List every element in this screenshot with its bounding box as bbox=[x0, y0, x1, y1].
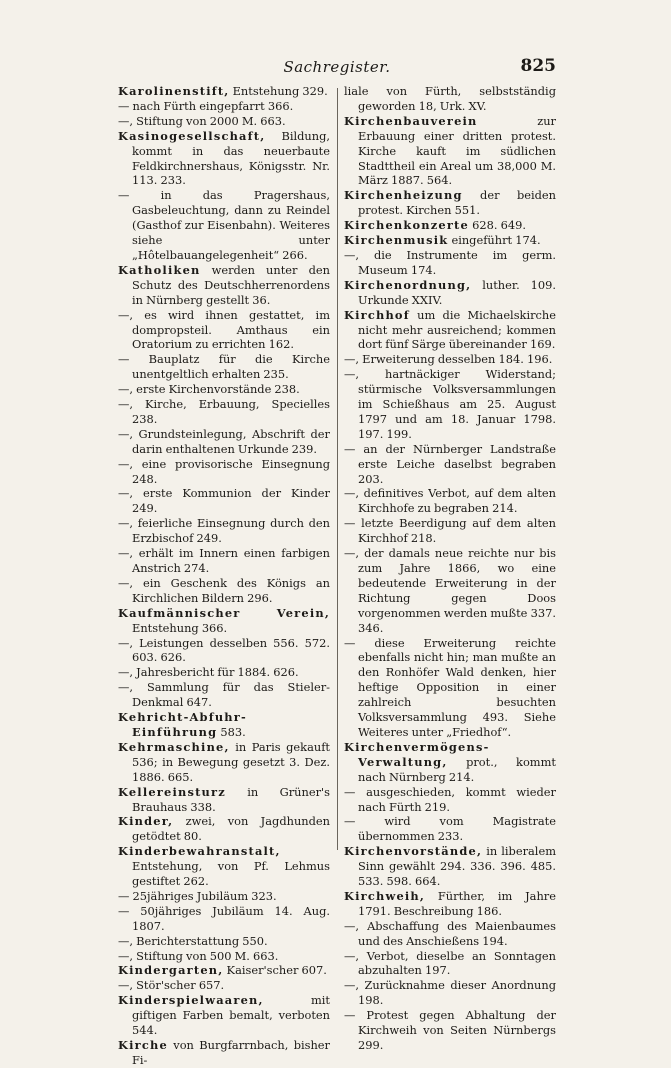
entry-text: —, Stiftung von 500 M. 663. bbox=[118, 948, 279, 963]
entry-text: eingeführt 174. bbox=[448, 233, 541, 248]
entry-text: in Paris gekauft 536; in Bewegung gesetzt 3. Dez. 1886. 665. bbox=[132, 739, 330, 784]
entry-text: — ausgeschieden, kommt wieder nach Fürth 219. bbox=[344, 784, 556, 814]
index-entry bbox=[118, 680, 330, 710]
entry-text: — Protest gegen Abhaltung der Kirchweih von Seiten Nürnbergs 299. bbox=[344, 1008, 556, 1052]
entry-text: — diese Erweiterung reichte ebenfalls nicht hin; man mußte an den Ronhöfer Wald denken, hier heftige Opposition in einer zahlreich besuchten Volksversammlung 493. Siehe Weiteres unter „Friedhof“. bbox=[344, 635, 556, 739]
entry-text: —, es wird ihnen gestattet, im dompropsteil. Amthaus ein Oratorium zu errichten 162. bbox=[118, 307, 330, 352]
index-entry bbox=[118, 352, 330, 382]
index-entry bbox=[118, 710, 330, 740]
column-divider bbox=[337, 88, 338, 850]
entry-keyword: Kirchhof bbox=[344, 307, 410, 322]
entry-text: der beiden protest. Kirchen 551. bbox=[358, 188, 556, 218]
index-entry bbox=[118, 978, 330, 993]
index-entry bbox=[344, 636, 556, 740]
left-column bbox=[118, 84, 330, 1068]
entry-text: — nach Fürth eingepfarrt 366. bbox=[118, 98, 294, 113]
index-entry bbox=[118, 308, 330, 353]
index-entry bbox=[118, 740, 330, 785]
entry-text: —, eine provisorische Einsegnung 248. bbox=[118, 456, 330, 486]
entry-keyword: Kehricht-Abfuhr-Einführung bbox=[118, 710, 247, 739]
index-entry bbox=[344, 740, 556, 785]
entry-text: in Grüner's Brauhaus 338. bbox=[132, 784, 330, 814]
entry-keyword: Kirchenkonzerte bbox=[344, 218, 469, 233]
entry-text: — 25jähriges Jubiläum 323. bbox=[118, 888, 277, 903]
index-entry bbox=[118, 129, 330, 189]
index-entry bbox=[118, 263, 330, 308]
entry-text: —, Grundsteinlegung, Abschrift der darin enthaltenen Urkunde 239. bbox=[118, 426, 330, 456]
entry-text: werden unter den Schutz des Deutschherrenordens in Nürnberg gestellt 36. bbox=[132, 262, 330, 307]
entry-text: —, Stiftung von 2000 M. 663. bbox=[118, 113, 286, 128]
index-entry bbox=[118, 576, 330, 606]
index-entry bbox=[118, 904, 330, 934]
entry-keyword: Kindergarten, bbox=[118, 963, 224, 978]
entry-text: —, Zurücknahme dieser Anordnung 198. bbox=[344, 978, 556, 1008]
index-entry bbox=[344, 218, 556, 233]
entry-keyword: Kirchenvorstände, bbox=[344, 844, 483, 859]
index-entry bbox=[118, 457, 330, 487]
entry-keyword: Kinder, bbox=[118, 814, 174, 829]
entry-text: in liberalem Sinn gewählt 294. 336. 396. 485. 533. 598. 664. bbox=[358, 844, 556, 889]
index-entry bbox=[118, 889, 330, 904]
index-entry bbox=[344, 844, 556, 889]
index-entry bbox=[344, 919, 556, 949]
entry-text: — an der Nürnberger Landstraße erste Leiche daselbst begraben 203. bbox=[344, 441, 556, 486]
running-title: Sachregister. bbox=[283, 58, 391, 76]
entry-text: —, erhält im Innern einen farbigen Anstrich 274. bbox=[118, 546, 330, 575]
entry-text: —, erste Kirchenvorstände 238. bbox=[118, 382, 300, 397]
index-entry bbox=[118, 606, 330, 636]
entry-text: mit giftigen Farben bemalt, verboten 544. bbox=[132, 993, 330, 1038]
index-entry bbox=[118, 546, 330, 576]
entry-text: luther. 109. Urkunde XXIV. bbox=[358, 277, 556, 307]
entry-text: liale von Fürth, selbstständig geworden 18, Urk. XV. bbox=[344, 84, 556, 113]
index-entry bbox=[344, 1008, 556, 1053]
index-entry bbox=[344, 814, 556, 844]
entry-keyword: Kinderbewahranstalt, bbox=[118, 844, 281, 859]
index-entry bbox=[118, 427, 330, 457]
entry-text: prot., kommt nach Nürnberg 214. bbox=[358, 754, 556, 784]
entry-text: —, Stör'scher 657. bbox=[118, 978, 225, 993]
entry-text: Entstehung 366. bbox=[132, 620, 228, 635]
index-entry bbox=[118, 934, 330, 949]
index-entry bbox=[118, 84, 330, 99]
entry-keyword: Kirchweih, bbox=[344, 888, 426, 903]
entry-keyword: Kirchenmusik bbox=[344, 233, 449, 248]
entry-text: Entstehung 329. bbox=[229, 84, 328, 98]
entry-text: — in das Pragershaus, Gasbeleuchtung, dann zu Reindel (Gasthof zur Eisenbahn). Weiteres siehe unter „Hôtelbauangelegenheit“ 266. bbox=[118, 188, 330, 262]
entry-text: —, Erweiterung desselben 184. 196. bbox=[344, 352, 553, 367]
page-header bbox=[118, 56, 556, 82]
index-entry bbox=[118, 814, 330, 844]
entry-keyword: Kirchenvermögens-Verwaltung, bbox=[344, 739, 490, 769]
index-entry bbox=[118, 949, 330, 964]
entry-text: —, Berichterstattung 550. bbox=[118, 933, 268, 948]
index-entry bbox=[344, 367, 556, 442]
index-entry bbox=[118, 993, 330, 1038]
index-entry bbox=[344, 84, 556, 114]
entry-text: —, hartnäckiger Widerstand; stürmische Volksversammlungen im Schießhaus am 25. August 1797 und am 18. Januar 1798. 197. 199. bbox=[344, 367, 556, 441]
index-entry bbox=[344, 188, 556, 218]
index-entry bbox=[344, 308, 556, 353]
entry-text: zwei, von Jagdhunden getödtet 80. bbox=[132, 814, 330, 844]
entry-text: —, Jahresbericht für 1884. 626. bbox=[118, 665, 299, 680]
entry-keyword: Katholiken bbox=[118, 262, 201, 277]
index-entry bbox=[118, 99, 330, 114]
index-entry bbox=[344, 278, 556, 308]
entry-keyword: Kasinogesellschaft, bbox=[118, 128, 266, 143]
index-entry bbox=[344, 785, 556, 815]
index-entry bbox=[118, 844, 330, 889]
entry-text: —, feierliche Einsegnung durch den Erzbischof 249. bbox=[118, 516, 330, 546]
entry-keyword: Kehrmaschine, bbox=[118, 739, 230, 754]
entry-text: Kaiser'scher 607. bbox=[223, 963, 327, 978]
index-entry bbox=[118, 397, 330, 427]
index-entry bbox=[344, 486, 556, 516]
index-entry bbox=[118, 188, 330, 263]
entry-text: — letzte Beerdigung auf dem alten Kirchhof 218. bbox=[344, 516, 556, 546]
entry-keyword: Kirchenheizung bbox=[344, 188, 463, 203]
index-entry bbox=[118, 665, 330, 680]
index-entry bbox=[118, 486, 330, 516]
entry-text: 628. 649. bbox=[468, 218, 526, 233]
entry-text: —, Abschaffung des Maienbaumes und des Anschießens 194. bbox=[344, 918, 556, 948]
index-entry bbox=[344, 546, 556, 635]
entry-keyword: Kirchenordnung, bbox=[344, 277, 472, 292]
index-entry bbox=[344, 978, 556, 1008]
entry-text: —, Kirche, Erbauung, Specielles 238. bbox=[118, 397, 330, 426]
entry-text: — Bauplatz für die Kirche unentgeltlich erhalten 235. bbox=[118, 352, 330, 382]
index-entry bbox=[344, 114, 556, 189]
entry-text: Entstehung, von Pf. Lehmus gestiftet 262. bbox=[132, 859, 330, 889]
index-entry bbox=[118, 963, 330, 978]
entry-text: —, definitives Verbot, auf dem alten Kirchhofe zu begraben 214. bbox=[344, 486, 556, 516]
index-entry bbox=[118, 636, 330, 666]
entry-keyword: Karolinenstift, bbox=[118, 84, 230, 98]
entry-text: um die Michaelskirche nicht mehr ausreichend; kommen dort fünf Särge übereinander 169. bbox=[358, 307, 556, 352]
index-entry bbox=[118, 114, 330, 129]
entry-text: —, Verbot, dieselbe an Sonntagen abzuhalten 197. bbox=[344, 948, 556, 978]
entry-text: —, Leistungen desselben 556. 572. 603. 626. bbox=[118, 635, 330, 665]
entry-keyword: Kirche bbox=[118, 1038, 168, 1052]
index-entry bbox=[118, 382, 330, 397]
entry-keyword: Kirchenbauverein bbox=[344, 113, 478, 128]
index-entry bbox=[344, 352, 556, 367]
entry-text: —, Sammlung für das Stieler-Denkmal 647. bbox=[118, 680, 330, 710]
entry-text: Bildung, kommt in das neuerbaute Feldkirchnershaus, Königsstr. Nr. 113. 233. bbox=[132, 128, 330, 188]
entry-text: —, erste Kommunion der Kinder 249. bbox=[118, 486, 330, 516]
index-entry bbox=[118, 785, 330, 815]
entry-text: —, der damals neue reichte nur bis zum Jahre 1866, wo eine bedeutende Erweiterung in der Richtung gegen Doos vorgenommen werden mußte 337. 346. bbox=[344, 546, 556, 635]
entry-keyword: Kaufmännischer Verein, bbox=[118, 605, 330, 620]
index-entry bbox=[344, 248, 556, 278]
entry-text: — wird vom Magistrate übernommen 233. bbox=[344, 814, 556, 844]
entry-text: —, die Instrumente im germ. Museum 174. bbox=[344, 247, 556, 277]
index-entry bbox=[344, 516, 556, 546]
entry-text: von Burgfarrnbach, bisher Fi- bbox=[132, 1038, 330, 1067]
index-entry bbox=[344, 949, 556, 979]
entry-text: —, ein Geschenk des Königs an Kirchlichen Bildern 296. bbox=[118, 575, 330, 605]
entry-text: 583. bbox=[217, 724, 246, 739]
entry-text: zur Erbauung einer dritten protest. Kirche kauft im südlichen Stadttheil ein Areal um 38,000 M. März 1887. 564. bbox=[358, 113, 556, 188]
index-entry bbox=[118, 516, 330, 546]
index-entry bbox=[344, 442, 556, 487]
entry-text: Fürther, im Jahre 1791. Beschreibung 186. bbox=[358, 888, 556, 918]
index-entry bbox=[118, 1038, 330, 1068]
page-number: 825 bbox=[520, 56, 556, 76]
index-entry bbox=[344, 233, 556, 248]
entry-keyword: Kellereinsturz bbox=[118, 784, 226, 799]
entry-keyword: Kinderspielwaaren, bbox=[118, 993, 264, 1008]
right-column bbox=[344, 84, 556, 1053]
index-entry bbox=[344, 889, 556, 919]
entry-text: — 50jähriges Jubiläum 14. Aug. 1807. bbox=[118, 903, 330, 933]
